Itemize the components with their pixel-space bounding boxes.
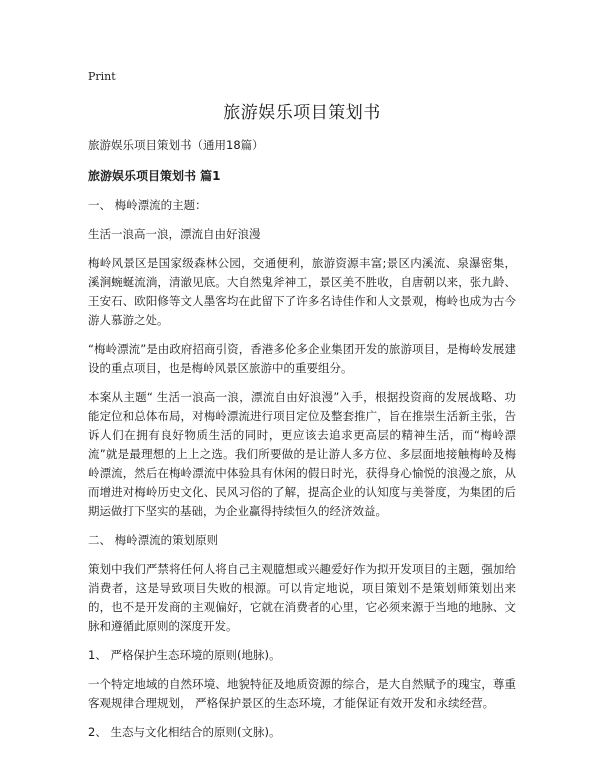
theme-text: 生活一浪高一浪，漂流自由好浪漫 bbox=[88, 227, 261, 241]
section-title: 旅游娱乐项目策划书 篇1 bbox=[88, 169, 221, 183]
print-link[interactable]: Print bbox=[88, 70, 116, 83]
document-subtitle: 旅游娱乐项目策划书（通用18篇） bbox=[88, 138, 264, 152]
paragraph-plan: 本案从主题“ 生活一浪高一浪，漂流自由好浪漫”入手，根据投资商的发展战略、功能定位和总体布局，对梅岭漂流进行项目定位及整套推广，旨在推崇生活新主张，告诉人们在拥有良好物质生活的同时，更应该去追求更高层的精神生活，而“梅岭漂流”就是最理想的上上之选。我们所要做的是让游人多方位、多层面地接触梅岭及梅岭漂流，然后在梅岭漂流中体验具有休闲的假日时光，获得身心愉悦的浪漫之旅，从而增进对梅岭历史文化、民风习俗的了解，提高企业的认知度与美誉度，为集团的后期运做打下坚实的基础，为企业赢得持续恒久的经济效益。 bbox=[88, 390, 516, 518]
paragraph-principle-1: 一个特定地域的自然环境、地貌特征及地质资源的综合，是大自然赋予的瑰宝，尊重客观规律合理规划， 严格保护景区的生态环境，才能保证有效开发和永续经营。 bbox=[88, 677, 516, 710]
heading-principle-1: 1、 严格保护生态环境的原则(地脉)。 bbox=[88, 648, 281, 662]
paragraph-principles: 策划中我们严禁将任何人将自己主观臆想或兴趣爱好作为拟开发项目的主题，强加给消费者，这是导致项目失败的根源。可以肯定地说，项目策划不是策划师策划出来的，也不是开发商的主观偏好，它就在消费者的心里，它必须来源于当地的地脉、文脉和遵循此原则的深度开发。 bbox=[88, 562, 516, 633]
page-title: 旅游娱乐项目策划书 bbox=[223, 103, 381, 123]
document-body bbox=[88, 136, 516, 752]
heading-theme: 一、 梅岭漂流的主题： bbox=[88, 198, 207, 212]
paragraph-intro: 梅岭风景区是国家级森林公园，交通便利，旅游资源丰富;景区内溪流、泉瀑密集，溪涧蜿蜒流淌，清澈见底。大自然鬼斧神工，景区美不胜收，自唐朝以来，张九龄、王安石、欧阳修等文人墨客均在此留下了许多名诗佳作和人文景观，梅岭也成为古今游人慕游之处。 bbox=[88, 256, 516, 327]
heading-principle-2: 2、 生态与文化相结合的原则(文脉)。 bbox=[88, 725, 281, 739]
paragraph-project: “梅岭漂流”是由政府招商引资，香港多伦多企业集团开发的旅游项目，是梅岭发展建设的重点项目，也是梅岭风景区旅游中的重要组分。 bbox=[88, 342, 516, 375]
heading-principles: 二、 梅岭漂流的策划原则 bbox=[88, 533, 219, 547]
